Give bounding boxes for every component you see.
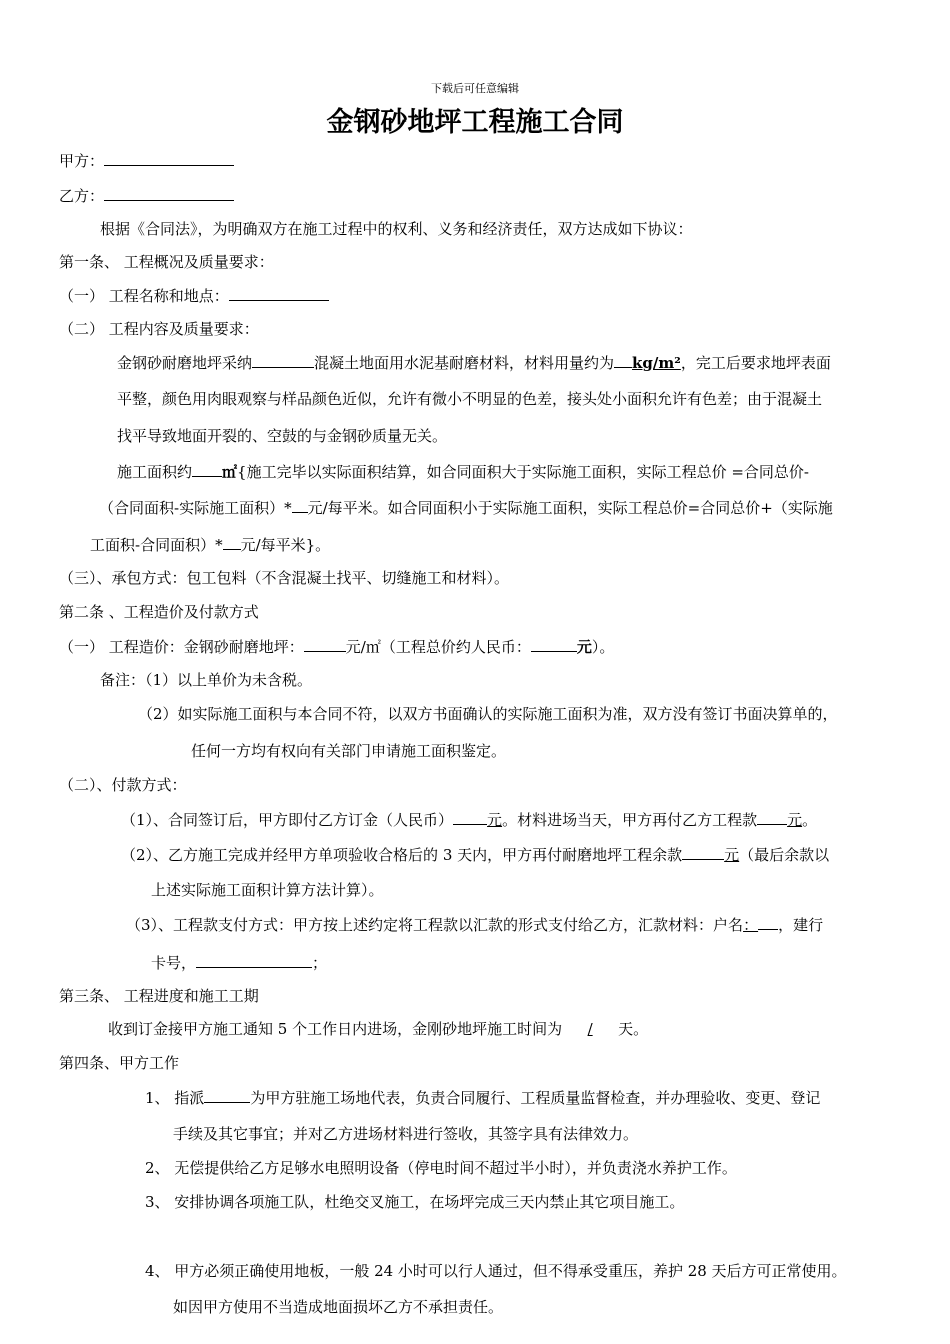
schedule-days-blank[interactable]: / xyxy=(587,1020,593,1038)
payment-text: （最后余款以 xyxy=(739,846,830,864)
account-name-blank[interactable] xyxy=(758,914,778,930)
payment-unit: 元 xyxy=(724,846,740,864)
note-1: 备注：（1）以上单价为未含税。 xyxy=(100,671,313,689)
area-text: （合同面积-实际施工面积）* xyxy=(99,499,292,517)
payment-heading: （二）、付款方式： xyxy=(59,776,187,794)
payment-3-line-1 xyxy=(126,914,823,935)
price-text: ）。 xyxy=(591,638,615,656)
payment-text: 卡号， xyxy=(151,954,197,972)
note-2-line-1: （2）如实际施工面积与本合同不符，以双方书面确认的实际施工面积为准，双方没有签订书面决算单的， xyxy=(138,705,838,723)
article-4-heading: 第四条、甲方工作 xyxy=(59,1054,180,1072)
duty-text: 1、 指派 xyxy=(145,1089,205,1107)
material-text: 金钢砂耐磨地坪采纳 xyxy=(117,354,253,372)
schedule-paragraph xyxy=(108,1019,648,1039)
party-b-blank[interactable] xyxy=(104,185,234,201)
area-paragraph-line-3 xyxy=(90,534,330,555)
area-blank[interactable] xyxy=(192,461,222,477)
material-paragraph-line-1 xyxy=(117,352,831,373)
price-text: 元/㎡（工程总价约人民币： xyxy=(345,638,531,656)
area-text: 元/每平米}。 xyxy=(240,536,331,554)
contract-method: （三）、承包方式：包工包料（不含混凝土找平、切缝施工和材料）。 xyxy=(59,569,510,587)
total-price-blank[interactable] xyxy=(531,636,577,652)
price-text: （一） 工程造价：金钢砂耐磨地坪： xyxy=(59,638,304,656)
duty-4-line-1: 4、 甲方必须正确使用地板，一般 24 小时可以行人通过，但不得承受重压，养护 28 天后方可正常使用。 xyxy=(145,1262,847,1280)
contract-title: 金钢砂地坪工程施工合同 xyxy=(326,107,624,138)
payment-text: ，建行 xyxy=(778,916,824,934)
material-text: ，完工后要求地坪表面 xyxy=(680,354,831,372)
payment-1 xyxy=(121,809,817,830)
intro-paragraph: 根据《合同法》，为明确双方在施工过程中的权利、义务和经济责任，双方达成如下协议： xyxy=(100,220,693,238)
duty-1-line-2: 手续及其它事宜；并对乙方进场材料进行签收，其签字具有法律效力。 xyxy=(173,1125,639,1143)
party-a-line xyxy=(59,150,234,171)
balance-blank[interactable] xyxy=(682,844,724,860)
party-b-line xyxy=(59,185,234,206)
header-note: 下载后可任意编辑 xyxy=(431,82,519,95)
article-3-heading: 第三条、 工程进度和施工工期 xyxy=(59,987,259,1005)
area-unit-price-blank-1[interactable] xyxy=(292,497,308,513)
price-line xyxy=(59,636,614,657)
area-unit-price-blank-2[interactable] xyxy=(223,534,241,550)
area-paragraph-line-1 xyxy=(117,461,809,482)
site-representative-blank[interactable] xyxy=(204,1087,250,1103)
note-2-line-2: 任何一方均有权向有关部门申请施工面积鉴定。 xyxy=(191,742,507,760)
payment-unit: 元 xyxy=(787,811,803,829)
duty-4-line-2: 如因甲方使用不当造成地面损坏乙方不承担责任。 xyxy=(173,1298,504,1316)
payment-text: （2）、乙方施工完成并经甲方单项验收合格后的 3 天内，甲方再付耐磨地坪工程余款 xyxy=(121,846,683,864)
project-name-blank[interactable] xyxy=(229,285,329,301)
party-a-blank[interactable] xyxy=(104,150,234,166)
payment-3-line-2 xyxy=(151,952,327,973)
material-text: 混凝土地面用水泥基耐磨材料，材料用量约为 xyxy=(314,354,615,372)
party-a-label: 甲方： xyxy=(59,152,105,170)
payment-text: （3）、工程款支付方式：甲方按上述约定将工程款以汇款的形式支付给乙方，汇款材料：户名 xyxy=(126,916,744,934)
payment-text: ； xyxy=(312,954,328,972)
material-unit: kg/m² xyxy=(632,354,681,372)
payment-2-line-2: 上述实际施工面积计算方法计算）。 xyxy=(151,881,384,899)
project-name-label: （一） 工程名称和地点： xyxy=(59,287,229,305)
area-paragraph-line-2 xyxy=(99,497,833,518)
duty-text: 为甲方驻施工场地代表，负责合同履行、工程质量监督检查，并办理验收、变更、登记 xyxy=(250,1089,821,1107)
article-1-heading: 第一条、 工程概况及质量要求： xyxy=(59,253,274,271)
payment-text: 。 xyxy=(802,811,818,829)
area-unit: ㎡ xyxy=(222,463,238,481)
payment-unit: 元 xyxy=(487,811,503,829)
material-paragraph-line-2: 平整，颜色用肉眼观察与样品颜色近似，允许有微小不明显的色差，接头处小面积允许有色差；由于混凝土 xyxy=(117,390,823,408)
unit-price-blank[interactable] xyxy=(304,636,346,652)
area-text: 施工面积约 xyxy=(117,463,193,481)
deposit-blank[interactable] xyxy=(453,809,487,825)
area-text: 工面积-合同面积）* xyxy=(90,536,223,554)
duty-3: 3、 安排协调各项施工队，杜绝交叉施工，在场坪完成三天内禁止其它项目施工。 xyxy=(145,1193,685,1211)
progress-payment-blank[interactable] xyxy=(757,809,787,825)
payment-2-line-1 xyxy=(121,844,829,865)
payment-text: 。材料进场当天，甲方再付乙方工程款 xyxy=(502,811,758,829)
duty-2: 2、 无偿提供给乙方足够水电照明设备（停电时间不超过半小时），并负责浇水养护工作。 xyxy=(145,1159,737,1177)
project-content-label: （二） 工程内容及质量要求： xyxy=(59,320,259,338)
area-text: {施工完毕以实际面积结算，如合同面积大于实际施工面积，实际工程总价 =合同总价- xyxy=(237,463,809,481)
duty-1-line-1 xyxy=(145,1087,820,1108)
material-amount-blank[interactable] xyxy=(614,352,632,368)
price-unit: 元 xyxy=(576,638,592,656)
area-text: 元/每平米。如合同面积小于实际施工面积，实际工程总价=合同总价+（实际施 xyxy=(307,499,833,517)
material-paragraph-line-3: 找平导致地面开裂的、空鼓的与金钢砂质量无关。 xyxy=(117,427,448,445)
material-brand-blank[interactable] xyxy=(252,352,314,368)
article-2-heading: 第二条 、工程造价及付款方式 xyxy=(59,603,259,621)
party-b-label: 乙方： xyxy=(59,187,105,205)
project-name-line xyxy=(59,285,329,306)
schedule-text: 收到订金接甲方施工通知 5 个工作日内进场，金刚砂地坪施工时间为 xyxy=(108,1020,563,1038)
schedule-text: 天。 xyxy=(618,1020,649,1038)
account-name-colon: ： xyxy=(743,916,759,934)
payment-text: （1）、合同签订后，甲方即付乙方订金（人民币） xyxy=(121,811,454,829)
card-number-blank[interactable] xyxy=(196,952,312,968)
